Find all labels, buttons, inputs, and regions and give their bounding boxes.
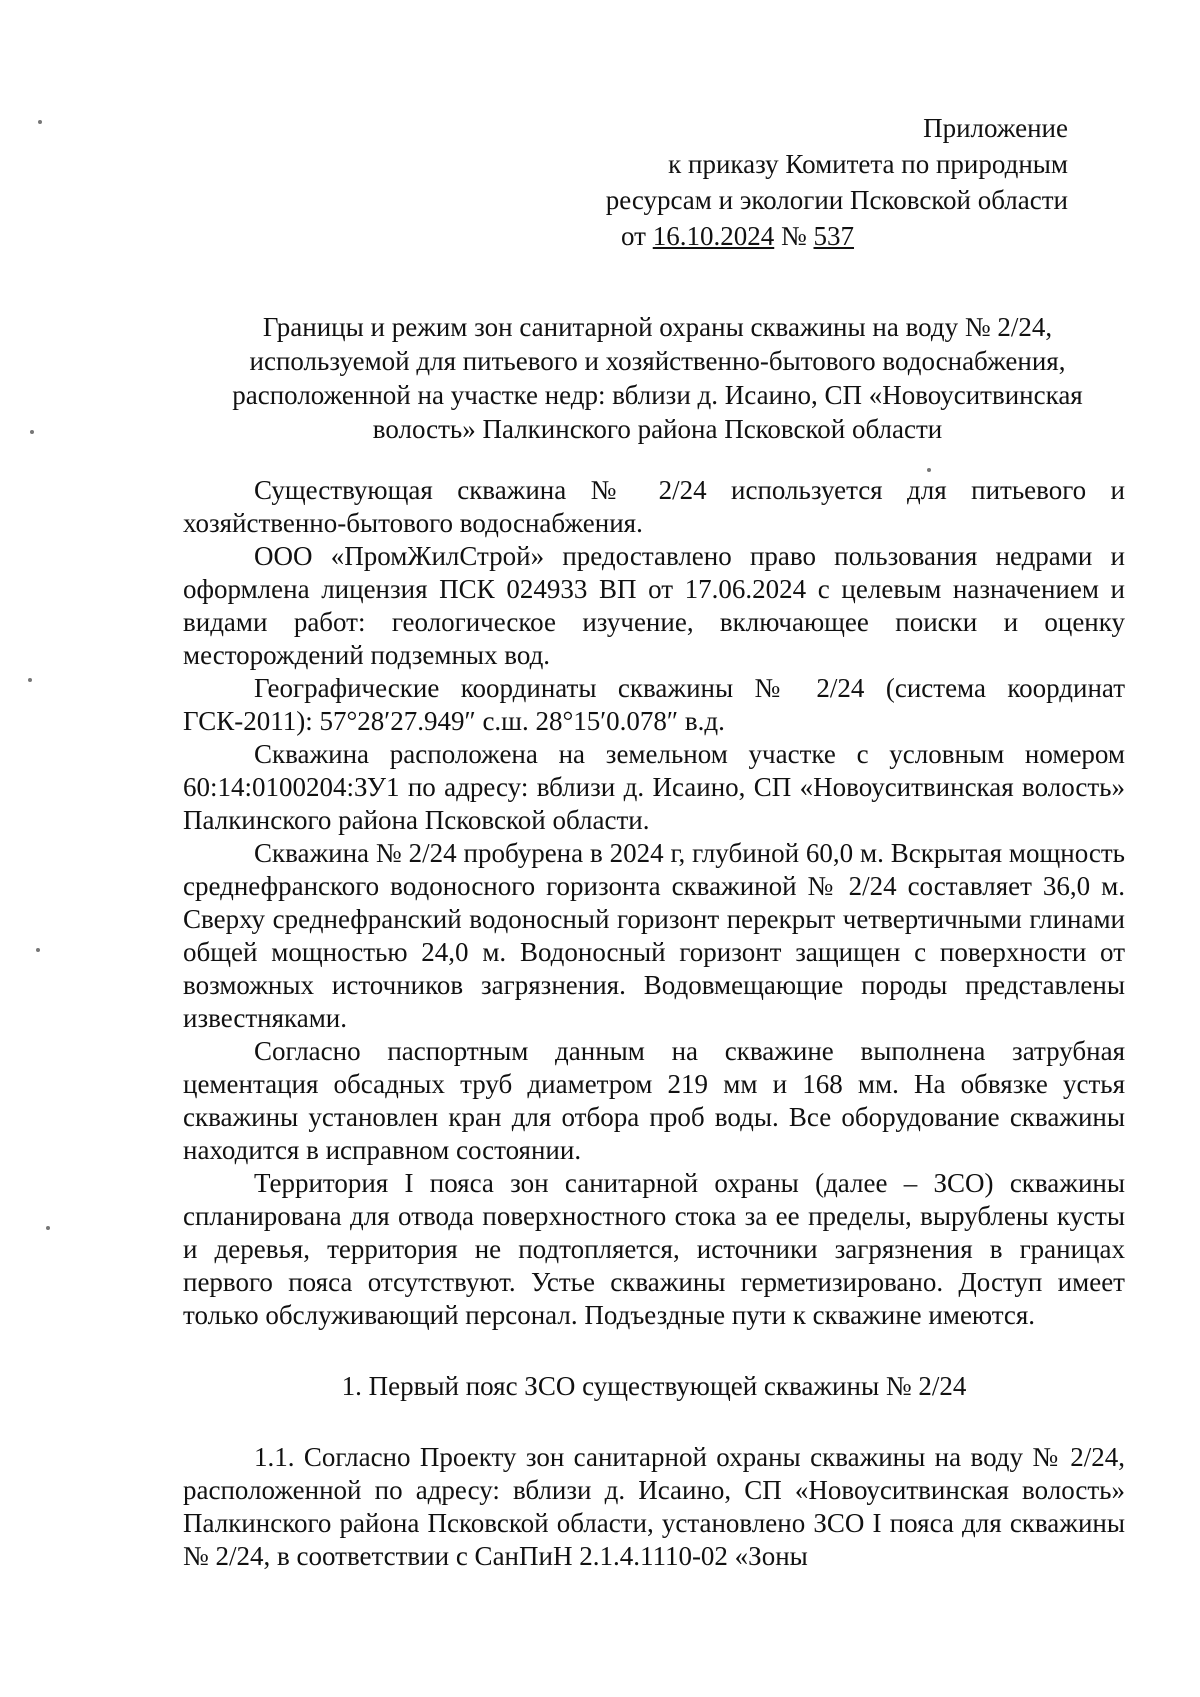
order-date: 16.10.2024 bbox=[652, 221, 775, 251]
section-heading: 1. Первый пояс ЗСО существующей скважины № 2/24 bbox=[341, 1371, 967, 1401]
scan-speck bbox=[28, 678, 32, 682]
document-title bbox=[190, 310, 1125, 446]
order-number: 537 bbox=[813, 221, 854, 251]
document-body bbox=[183, 474, 1125, 1573]
paragraph: Скважина № 2/24 пробурена в 2024 г, глубиной 60,0 м. Вскрытая мощность среднефранского водоносного горизонта скважиной № 2/24 составляет 36,0 м. Сверху среднефранский водоносный горизонт перекрыт четвертичными глинами общей мощностью 24,0 м. Водоносный горизонт защищен с поверхности от возможных источников загрязнения. Водовмещающие породы представлены известняками. bbox=[183, 838, 1125, 1033]
scan-speck bbox=[30, 430, 34, 434]
paragraph: Существующая скважина № 2/24 используется для питьевого и хозяйственно-бытового водоснабжения. bbox=[183, 475, 1125, 538]
number-prefix: № bbox=[774, 221, 814, 251]
appendix-date-line bbox=[606, 218, 1068, 254]
paragraph: Территория I пояса зон санитарной охраны (далее – ЗСО) скважины спланирована для отвода поверхностного стока за ее пределы, вырублены кусты и деревья, территория не подтопляется, источники загрязнения в границах первого пояса отсутствуют. Устье скважины герметизировано. Доступ имеет только обслуживающий персонал. Подъездные пути к скважине имеются. bbox=[183, 1168, 1125, 1330]
appendix-label: Приложение bbox=[923, 113, 1068, 143]
scan-speck bbox=[46, 1226, 50, 1230]
title-line-2: используемой для питьевого и хозяйственно-бытового водоснабжения, bbox=[249, 346, 1066, 376]
paragraph: Географические координаты скважины № 2/24 (система координат ГСК-2011): 57°28′27.949″ с.ш. 28°15′0.078″ в.д. bbox=[183, 673, 1125, 736]
paragraph: ООО «ПромЖилСтрой» предоставлено право пользования недрами и оформлена лицензия ПСК 024933 ВП от 17.06.2024 с целевым назначением и видами работ: геологическое изучение, включающее поиски и оценку месторождений подземных вод. bbox=[183, 541, 1125, 670]
title-line-3: расположенной на участке недр: вблизи д. Исаино, СП «Новоуситвинская bbox=[232, 380, 1083, 410]
paragraph: Скважина расположена на земельном участке с условным номером 60:14:0100204:ЗУ1 по адресу: вблизи д. Исаино, СП «Новоуситвинская волость» Палкинского района Псковской области. bbox=[183, 739, 1125, 835]
scan-speck bbox=[927, 468, 931, 472]
title-line-4: волость» Палкинского района Псковской области bbox=[372, 414, 943, 444]
title-line-1: Границы и режим зон санитарной охраны скважины на воду № 2/24, bbox=[262, 312, 1053, 342]
date-prefix: от bbox=[621, 221, 653, 251]
appendix-order-line: к приказу Комитета по природным bbox=[668, 149, 1068, 179]
paragraph: Согласно паспортным данным на скважине выполнена затрубная цементация обсадных труб диаметром 219 мм и 168 мм. На обвязке устья скважины установлен кран для отбора проб воды. Все оборудование скважины находится в исправном состоянии. bbox=[183, 1036, 1125, 1165]
section-paragraph: 1.1. Согласно Проекту зон санитарной охраны скважины на воду № 2/24, расположенной по адресу: вблизи д. Исаино, СП «Новоуситвинская волость» Палкинского района Псковской области, установлено ЗСО I пояса для скважины № 2/24, в соответствии с СанПиН 2.1.4.1110-02 «Зоны bbox=[183, 1442, 1125, 1571]
appendix-committee-line: ресурсам и экологии Псковской области bbox=[605, 185, 1068, 215]
scan-speck bbox=[38, 120, 42, 124]
appendix-header bbox=[606, 110, 1068, 254]
scan-speck bbox=[36, 948, 40, 952]
